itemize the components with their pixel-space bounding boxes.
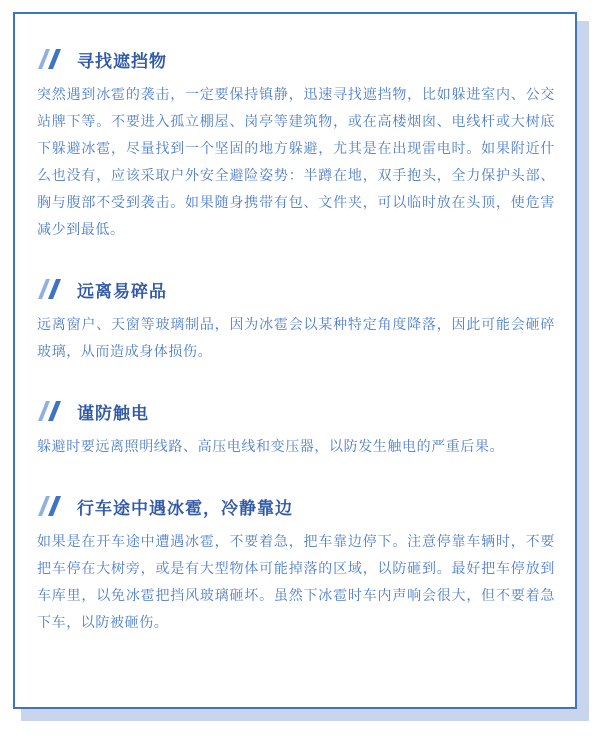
- section-electric: [37, 396, 555, 461]
- section-header: [37, 44, 555, 74]
- double-slash-icon: [37, 401, 65, 421]
- section-driving: [37, 491, 555, 637]
- section-title: 行车途中遇冰雹，冷静靠边: [77, 498, 293, 519]
- double-slash-icon: [37, 49, 65, 69]
- section-body: 远离窗户、天窗等玻璃制品，因为冰雹会以某种特定角度降落，因此可能会砸碎玻璃，从而造成身体损伤。: [37, 317, 555, 360]
- section-body: 如果是在开车途中遭遇冰雹，不要着急，把车靠边停下。注意停靠车辆时，不要把车停在大树旁，或是有大型物体可能掉落的区域，以防砸到。最好把车停放到车库里，以免冰雹把挡风玻璃砸坏。虽然下冰雹时车内声响会很大，但不要着急下车，以防被砸伤。: [37, 534, 555, 631]
- section-header: [37, 274, 555, 304]
- section-header: [37, 491, 555, 521]
- section-header: [37, 396, 555, 426]
- double-slash-icon: [37, 279, 65, 299]
- section-title: 寻找遮挡物: [77, 51, 167, 72]
- section-title: 远离易碎品: [77, 281, 167, 302]
- section-title: 谨防触电: [77, 403, 149, 424]
- section-body: 突然遇到冰雹的袭击，一定要保持镇静，迅速寻找遮挡物，比如躲进室内、公交站牌下等。不要进入孤立棚屋、岗亭等建筑物，或在高楼烟囱、电线杆或大树底下躲避冰雹，尽量找到一个坚固的地方躲避，尤其是在出现雷电时。如果附近什么也没有，应该采取户外安全避险姿势：半蹲在地，双手抱头，全力保护头部、胸与腹部不受到袭击。如果随身携带有包、文件夹，可以临时放在头顶，使危害减少到最低。: [37, 87, 555, 238]
- section-fragile: [37, 274, 555, 366]
- article-card: [13, 12, 577, 709]
- section-shelter: [37, 44, 555, 244]
- double-slash-icon: [37, 496, 65, 516]
- section-body: 躲避时要远离照明线路、高压电线和变压器，以防发生触电的严重后果。: [37, 439, 505, 455]
